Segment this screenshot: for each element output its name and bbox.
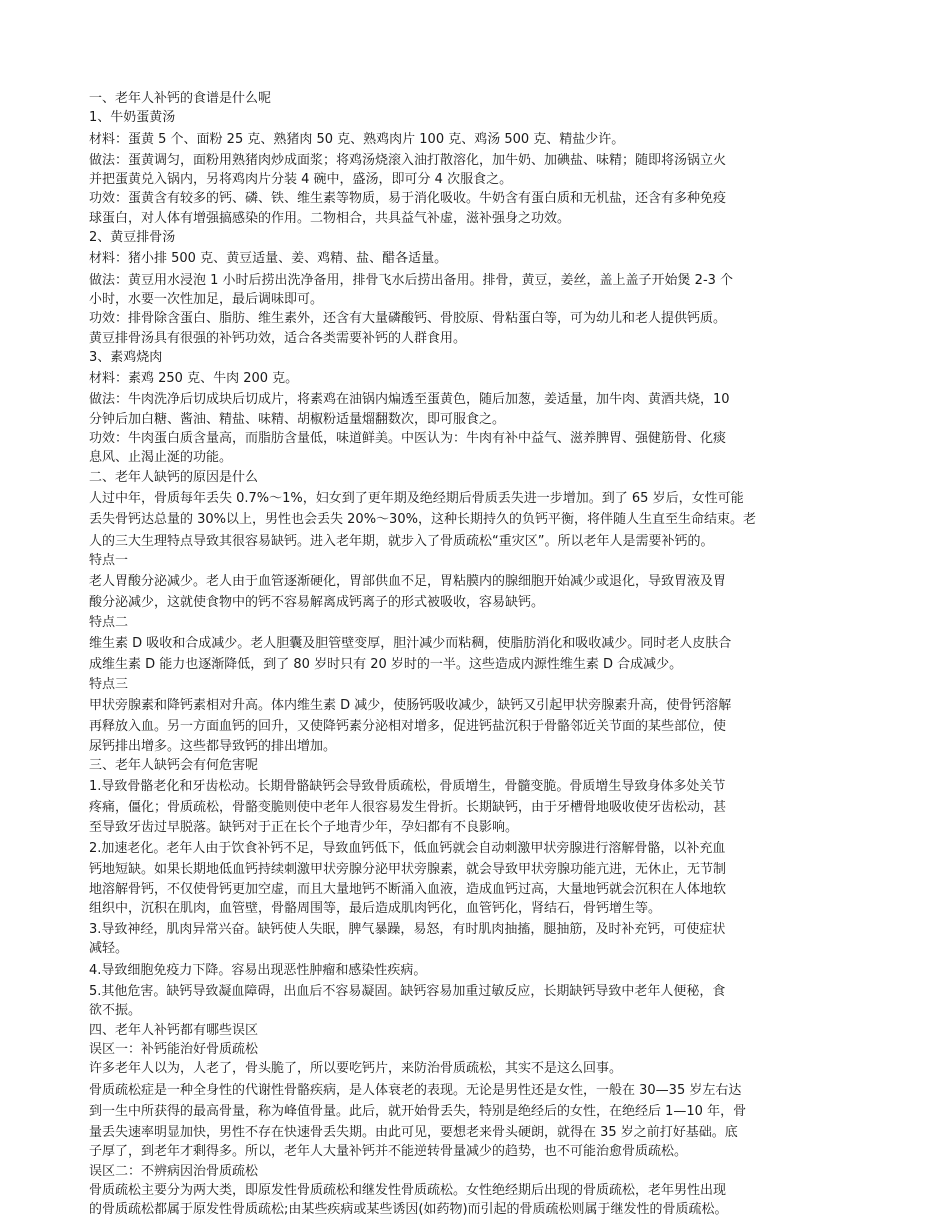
section-heading: 一、老年人补钙的食谱是什么呢 [89, 91, 272, 106]
text-line: 做法：蛋黄调匀，面粉用熟猪肉炒成面浆；将鸡汤烧滚入油打散溶化，加牛奶、加碘盐、味精；随即将汤锅立火 [89, 152, 727, 168]
text-line: 成维生素 D 能力也逐渐降低，到了 80 岁时只有 20 岁时的一半。这些造成内源性维生素 D 合成减少。 [89, 657, 683, 673]
text-line: 球蛋白，对人体有增强搞感染的作用。二物相合，共具益气补虚，滋补强身之功效。 [89, 210, 571, 226]
text-line: 功效：蛋黄含有较多的钙、磷、铁、维生素等物质，易于消化吸收。牛奶含有蛋白质和无机盐，还含有多种免疫 [89, 191, 727, 207]
text-line: 组织中，沉积在肌肉，血管壁，骨骼周围等，最后造成肌肉钙化，血管钙化，肾结石，骨钙增生等。 [89, 900, 662, 916]
text-line: 功效：排骨除含蛋白、脂肪、维生素外，还含有大量磷酸钙、骨胶原、骨粘蛋白等，可为幼儿和老人提供钙质。 [89, 311, 727, 327]
subsection-heading: 特点一 [89, 552, 129, 568]
text-line: 2.加速老化。老年人由于饮食补钙不足，导致血钙低下，低血钙就会自动刺激甲状旁腺进行溶解骨骼，以补充血 [89, 840, 726, 856]
text-line: 到一生中所获得的最高骨量，称为峰值骨量。此后，就开始骨丢失，特别是绝经后的女性，在绝经后 1—10 年，骨 [89, 1103, 747, 1119]
text-line: 子厚了，到老年才剩得多。所以，老年人大量补钙并不能逆转骨量减少的趋势，也不可能治愈骨质疏松。 [89, 1144, 688, 1160]
text-line: 人的三大生理特点导致其很容易缺钙。进入老年期，就步入了骨质疏松“重灾区”。所以老年人是需要补钙的。 [89, 533, 714, 549]
text-line: 减轻。 [89, 941, 129, 957]
text-line: 材料：素鸡 250 克、牛肉 200 克。 [89, 371, 299, 387]
section-heading: 三、老年人缺钙会有何危害呢 [89, 757, 259, 773]
text-line: 功效：牛肉蛋白质含量高，而脂肪含量低，味道鲜美。中医认为：牛肉有补中益气、滋养脾胃、强健筋骨、化痰 [89, 431, 727, 447]
subsection-heading: 特点二 [89, 614, 129, 630]
text-line: 做法：牛肉洗净后切成块后切成片，将素鸡在油锅内煸透至蛋黄色，随后加葱，姜适量，加牛肉、黄酒共烧，10 [89, 392, 730, 408]
text-line: 做法：黄豆用水浸泡 1 小时后捞出洗净备用，排骨飞水后捞出备用。排骨，黄豆，姜丝，盖上盖子开始煲 2-3 个 [89, 272, 734, 288]
subsection-heading: 误区一：补钙能治好骨质疏松 [89, 1041, 259, 1057]
text-line: 再释放入血。另一方面血钙的回升，又使降钙素分泌相对增多，促进钙盐沉积于骨骼邻近关节面的某些部位，使 [89, 719, 727, 735]
text-line: 疼痛，僵化；骨质疏松，骨骼变脆则使中老年人很容易发生骨折。长期缺钙，由于牙槽骨地吸收使牙齿松动，甚 [89, 800, 727, 816]
text-line: 量丢失速率明显加快，男性不存在快速骨丢失期。由此可见，要想老来骨头硬朗，就得在 35 岁之前打好基础。底 [89, 1125, 738, 1141]
text-line: 欲不振。 [89, 1003, 142, 1019]
text-line: 酸分泌减少，这就使食物中的钙不容易解离成钙离子的形式被吸收，容易缺钙。 [89, 595, 545, 611]
subsection-heading: 特点三 [89, 676, 129, 692]
subsection-heading: 1、牛奶蛋黄汤 [89, 110, 176, 126]
text-line: 黄豆排骨汤具有很强的补钙功效，适合各类需要补钙的人群食用。 [89, 330, 467, 346]
subsection-heading: 2、黄豆排骨汤 [89, 230, 176, 246]
text-line: 骨质疏松主要分为两大类，即原发性骨质疏松和继发性骨质疏松。女性绝经期后出现的骨质疏松，老年男性出现 [89, 1183, 727, 1199]
text-line: 并把蛋黄兑入锅内，另将鸡肉片分装 4 碗中，盛汤，即可分 4 次服食之。 [89, 172, 513, 188]
text-line: 人过中年，骨质每年丢失 0.7%～1%，妇女到了更年期及绝经期后骨质丢失进一步增加。到了 65 岁后，女性可能 [89, 490, 744, 506]
text-line: 至导致牙齿过早脱落。缺钙对于正在长个子地青少年，孕妇都有不良影响。 [89, 819, 519, 835]
text-line: 尿钙排出增多。这些都导致钙的排出增加。 [89, 738, 337, 754]
text-line: 材料：蛋黄 5 个、面粉 25 克、熟猪肉 50 克、熟鸡肉片 100 克、鸡汤 500 克、精盐少许。 [89, 131, 625, 147]
text-line: 甲状旁腺素和降钙素相对升高。体内维生素 D 减少，使肠钙吸收减少，缺钙又引起甲状旁腺素升高，使骨钙溶解 [89, 697, 732, 713]
document-page [89, 89, 871, 1220]
text-line: 材料：猪小排 500 克、黄豆适量、姜、鸡精、盐、醋各适量。 [89, 251, 448, 267]
subsection-heading: 误区二：不辨病因治骨质疏松 [89, 1163, 259, 1179]
text-line: 钙地短缺。如果长期地低血钙持续刺激甲状旁腺分泌甲状旁腺素，就会导致甲状旁腺功能亢进，无休止，无节制 [89, 862, 727, 878]
text-line: 4.导致细胞免疫力下降。容易出现恶性肿瘤和感染性疾病。 [89, 962, 427, 978]
text-line: 小时，水要一次性加足，最后调味即可。 [89, 291, 324, 307]
text-line: 维生素 D 吸收和合成减少。老人胆囊及胆管壁变厚，胆汁减少而粘稠，使脂肪消化和吸收减少。同时老人皮肤合 [89, 636, 732, 652]
text-line: 许多老年人以为，人老了，骨头脆了，所以要吃钙片，来防治骨质疏松，其实不是这么回事。 [89, 1061, 623, 1077]
text-line: 分钟后加白糖、酱油、精盐、味精、胡椒粉适量熘翻数次，即可服食之。 [89, 411, 506, 427]
text-line: 老人胃酸分泌减少。老人由于血管逐渐硬化，胃部供血不足，胃粘膜内的腺细胞开始减少或退化，导致胃液及胃 [89, 574, 727, 590]
text-line: 的骨质疏松都属于原发性骨质疏松;由某些疾病或某些诱因(如药物)而引起的骨质疏松则属于继发性的骨质疏松。 [89, 1202, 728, 1218]
text-line: 3.导致神经，肌肉异常兴奋。缺钙使人失眠，脾气暴躁，易怒，有时肌肉抽搐，腿抽筋，及时补充钙，可使症状 [89, 922, 726, 938]
section-heading: 二、老年人缺钙的原因是什么 [89, 469, 259, 485]
text-line: 息风、止渴止涎的功能。 [89, 450, 233, 466]
text-line: 1.导致骨骼老化和牙齿松动。长期骨骼缺钙会导致骨质疏松，骨质增生，骨髓变脆。骨质增生导致身体多处关节 [89, 779, 726, 795]
text-line: 5.其他危害。缺钙导致凝血障碍，出血后不容易凝固。缺钙容易加重过敏反应，长期缺钙导致中老年人便秘，食 [89, 984, 726, 1000]
text-line: 骨质疏松症是一种全身性的代谢性骨骼疾病，是人体衰老的表现。无论是男性还是女性，一般在 30—35 岁左右达 [89, 1082, 742, 1098]
text-line: 丢失骨钙达总量的 30%以上，男性也会丢失 20%～30%，这种长期持久的负钙平衡，将伴随人生直至生命结束。老 [89, 512, 756, 528]
section-heading: 四、老年人补钙都有哪些误区 [89, 1022, 259, 1038]
subsection-heading: 3、素鸡烧肉 [89, 349, 163, 365]
text-line: 地溶解骨钙，不仅使骨钙更加空虚，而且大量地钙不断涌入血液，造成血钙过高，大量地钙就会沉积在人体地软 [89, 881, 727, 897]
